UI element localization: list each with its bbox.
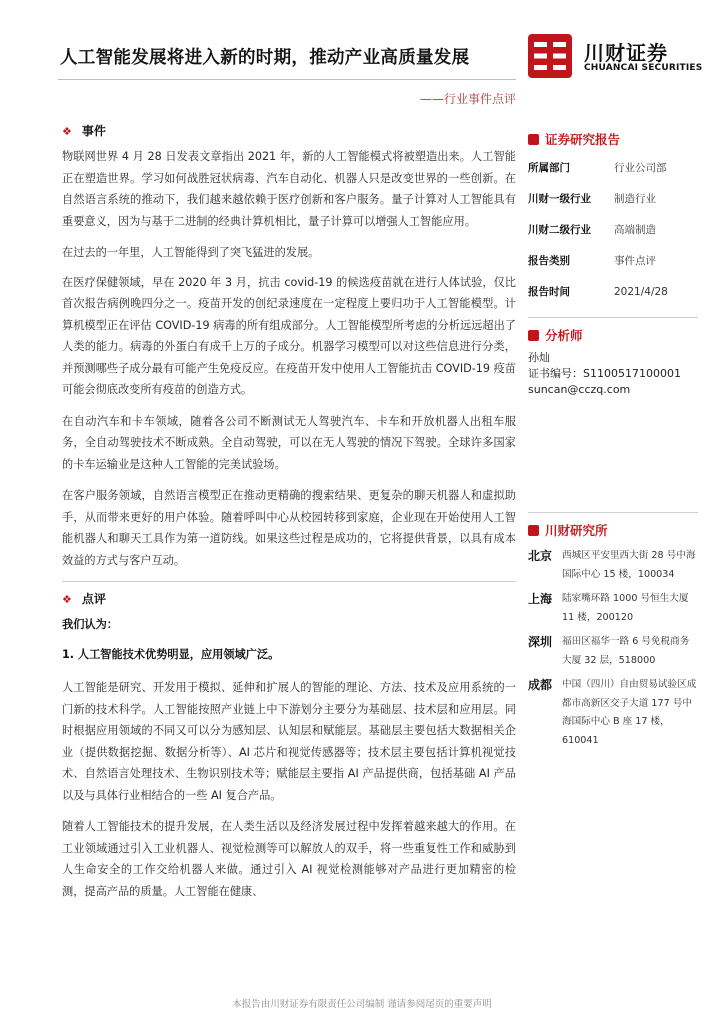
- section-event-title: 事件: [81, 124, 106, 139]
- office-city: 北京: [528, 549, 553, 563]
- analyst-title: 分析师: [545, 328, 583, 343]
- comment-paragraph: 随着人工智能技术的提升发展，在人类生活以及经济发展过程中发挥着越来越大的作用。在工业领域通过引入工业机器人、视觉检测等可以解放人的双手，将一些重复性工作和威胁到人生命安全的工作交给机器人来做。通过引入 AI 视觉检测能够对产品进行更加精密的检测，提高产品的质量。人工智能在健康、: [62, 820, 516, 898]
- office-item: [528, 676, 698, 750]
- logo-name: 川财证券: [584, 41, 668, 65]
- sidebar-divider: [528, 512, 698, 513]
- logo-mark-icon: [528, 34, 572, 78]
- event-paragraph: 在过去的一年里，人工智能得到了突飞猛进的发展。: [62, 246, 320, 259]
- page-footer: 本报告由川财证券有限责任公司编制 谨请参阅尾页的重要声明: [232, 999, 492, 1010]
- office-list: [528, 547, 698, 750]
- section-comment-heading: [62, 588, 516, 612]
- office-item: [528, 633, 698, 670]
- info-value: 行业公司部: [614, 162, 667, 174]
- info-row: [528, 214, 698, 245]
- office-address: 西城区平安里西大街 28 号中海国际中心 15 楼，100034: [562, 550, 696, 580]
- office-address: 中国（四川）自由贸易试验区成都市高新区交子大道 177 号中海国际中心 B 座 17 楼，610041: [562, 679, 697, 746]
- office-item: [528, 590, 698, 627]
- info-key: 报告类别: [528, 255, 570, 267]
- institute-icon: [528, 525, 539, 536]
- event-paragraph: 在客户服务领域，自然语言模型正在推动更精确的搜索结果、更复杂的聊天机器人和虚拟助手，从而带来更好的用户体验。随着呼叫中心从校园转移到家庭，企业现在开始使用人工智能机器人和聊天工具作为第一道防线。如果这些过程是成功的，它将提供背景，以具有成本效益的方式与客户互动。: [62, 489, 516, 567]
- report-info-heading: [528, 130, 698, 148]
- sidebar: [528, 130, 698, 756]
- institute-heading: [528, 521, 698, 539]
- comment-lead: 我们认为：: [62, 618, 118, 631]
- section-event-heading: [62, 120, 516, 144]
- analyst-block: [528, 350, 698, 398]
- office-address: 陆家嘴环路 1000 号恒生大厦 11 楼，200120: [562, 593, 689, 623]
- info-row: [528, 152, 698, 183]
- office-city: 成都: [528, 678, 553, 692]
- office-city: 深圳: [528, 635, 553, 649]
- analyst-heading: [528, 326, 698, 344]
- info-key: 所属部门: [528, 162, 570, 174]
- office-item: [528, 547, 698, 584]
- header-divider: [58, 79, 516, 80]
- analyst-icon: [528, 330, 539, 341]
- company-logo: [528, 34, 703, 78]
- institute-title: 川财研究所: [545, 523, 608, 538]
- comment-point-1: 1. 人工智能技术优势明显，应用领域广泛。: [62, 647, 280, 661]
- report-info-title: 证券研究报告: [545, 132, 621, 147]
- info-value: 事件点评: [614, 255, 656, 267]
- info-key: 报告时间: [528, 286, 570, 298]
- info-row: [528, 183, 698, 214]
- info-row: [528, 276, 698, 307]
- diamond-bullet-icon: ❖: [62, 125, 72, 139]
- office-address: 福田区福华一路 6 号免税商务大厦 32 层，518000: [562, 636, 690, 666]
- analyst-email: suncan@cczq.com: [528, 383, 631, 396]
- logo-english: CHUANCAI SECURITIES: [584, 63, 703, 73]
- comment-paragraph: 人工智能是研究、开发用于模拟、延伸和扩展人的智能的理论、方法、技术及应用系统的一门新的技术科学。人工智能按照产业链上中下游划分主要分为基础层、技术层和应用层。同时根据应用领域的不同又可以分为感知层、认知层和赋能层。基础层主要包括大数据相关企业（提供数据挖掘、数据分析等）、AI 芯片和视觉传感器等；技术层主要包括计算机视觉技术、自然语言处理技术、生物识别技术等；赋能层主要指 AI 产品提供商，包括基础 AI 产品以及与具体行业相结合的一些 AI 复合产品。: [62, 681, 516, 802]
- report-title: 人工智能发展将进入新的时期，推动产业高质量发展: [60, 48, 470, 68]
- info-value: 高端制造: [614, 224, 656, 236]
- office-city: 上海: [528, 592, 553, 606]
- info-key: 川财二级行业: [528, 224, 591, 236]
- sidebar-divider: [528, 317, 698, 318]
- main-content: [62, 120, 516, 912]
- event-paragraph: 在医疗保健领域，早在 2020 年 3 月，抗击 covid-19 的候选疫苗就在进行人体试验，仅比首次报告病例晚四分之一。疫苗开发的创纪录速度在一定程度上要归功于人工智能模型。计算机模型正在评估 COVID-19 病毒的所有组成部分。人工智能模型所考虑的分析远远超出了人类的能力。病毒的外蛋白有成千上万的子成分。机器学习模型可以对这些信息进行分类，并预测哪些子成分最有可能产生免疫反应。在疫苗开发中使用人工智能抗击 COVID-19 疫苗可能会彻底改变所有疫苗的创造方式。: [62, 275, 516, 396]
- info-key: 川财一级行业: [528, 193, 591, 205]
- info-row: [528, 245, 698, 276]
- report-subtitle: ——行业事件点评: [419, 92, 516, 106]
- info-value: 2021/4/28: [614, 285, 668, 298]
- section-divider: [62, 581, 516, 582]
- diamond-bullet-icon: ❖: [62, 593, 72, 607]
- analyst-name: 孙灿: [528, 351, 550, 364]
- analyst-cert: 证书编号：S1100517100001: [528, 367, 681, 380]
- event-paragraph: 物联网世界 4 月 28 日发表文章指出 2021 年，新的人工智能模式将被塑造出来。人工智能正在塑造世界。学习如何战胜冠状病毒、汽车自动化、机器人只是改变世界的一些创新。在自然语言系统的推动下，我们越来越依赖于医疗创新和客户服务。量子计算对人工智能具有重要意义，因为与基于二进制的经典计算机相比，量子计算可以增强人工智能应用。: [62, 150, 516, 228]
- section-comment-title: 点评: [81, 592, 106, 607]
- report-icon: [528, 134, 539, 145]
- event-paragraph: 在自动汽车和卡车领域，随着各公司不断测试无人驾驶汽车、卡车和开放机器人出租车服务，全自动驾驶技术不断成熟。全自动驾驶，可以在无人驾驶的情况下驾驶。全球许多国家的卡车运输业是这种人工智能的完美试验场。: [62, 414, 516, 471]
- info-value: 制造行业: [614, 193, 656, 205]
